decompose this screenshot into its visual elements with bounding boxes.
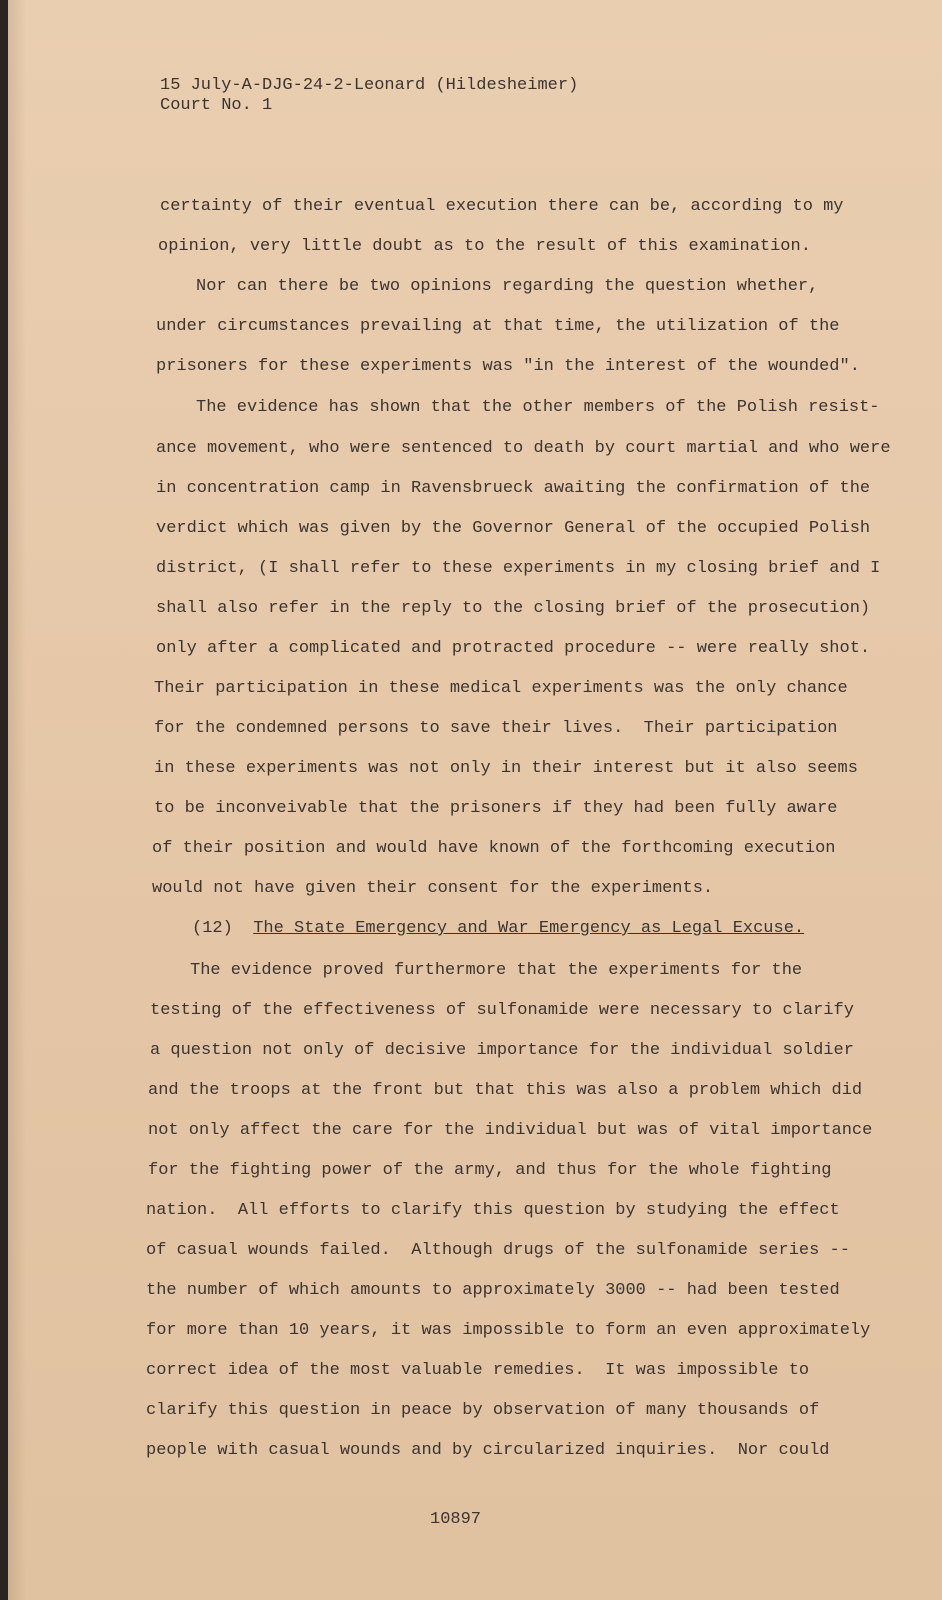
text-line: of their position and would have known of the forthcoming execution bbox=[152, 839, 836, 858]
text-line: the number of which amounts to approximately 3000 -- had been tested bbox=[146, 1281, 840, 1300]
text-line: people with casual wounds and by circularized inquiries. Nor could bbox=[146, 1441, 830, 1460]
text-line: Nor can there be two opinions regarding the question whether, bbox=[196, 277, 819, 296]
text-line: certainty of their eventual execution there can be, according to my bbox=[160, 197, 844, 216]
text-line: The evidence has shown that the other members of the Polish resist- bbox=[196, 398, 880, 417]
text-line: a question not only of decisive importance for the individual soldier bbox=[150, 1041, 854, 1060]
text-line: and the troops at the front but that this was also a problem which did bbox=[148, 1081, 863, 1100]
text-line: testing of the effectiveness of sulfonamide were necessary to clarify bbox=[150, 1001, 854, 1020]
text-line: correct idea of the most valuable remedies. It was impossible to bbox=[146, 1361, 810, 1380]
text-line: in concentration camp in Ravensbrueck awaiting the confirmation of the bbox=[156, 479, 871, 498]
text-line: for more than 10 years, it was impossible to form an even approximately bbox=[146, 1321, 871, 1340]
text-line: nation. All efforts to clarify this question by studying the effect bbox=[146, 1201, 840, 1220]
section-number: (12) bbox=[192, 919, 233, 938]
header-line-2: Court No. 1 bbox=[160, 96, 273, 115]
text-line: clarify this question in peace by observation of many thousands of bbox=[146, 1401, 820, 1420]
text-line: district, (I shall refer to these experiments in my closing brief and I bbox=[156, 559, 881, 578]
text-line: opinion, very little doubt as to the result of this examination. bbox=[158, 237, 811, 256]
text-line: for the fighting power of the army, and thus for the whole fighting bbox=[148, 1161, 832, 1180]
text-line: not only affect the care for the individual but was of vital importance bbox=[148, 1121, 873, 1140]
text-line: verdict which was given by the Governor General of the occupied Polish bbox=[156, 519, 871, 538]
text-line: ance movement, who were sentenced to death by court martial and who were bbox=[156, 439, 891, 458]
text-line: for the condemned persons to save their lives. Their participation bbox=[154, 719, 838, 738]
text-line: under circumstances prevailing at that time, the utilization of the bbox=[156, 317, 840, 336]
text-line: in these experiments was not only in their interest but it also seems bbox=[154, 759, 858, 778]
page-number: 10897 bbox=[430, 1510, 482, 1529]
text-line: prisoners for these experiments was "in the interest of the wounded". bbox=[156, 357, 860, 376]
section-title: The State Emergency and War Emergency as Legal Excuse. bbox=[253, 919, 805, 938]
text-line: to be inconveivable that the prisoners if they had been fully aware bbox=[154, 799, 838, 818]
text-line: Their participation in these medical experiments was the only chance bbox=[154, 679, 848, 698]
text-line: shall also refer in the reply to the closing brief of the prosecution) bbox=[156, 599, 871, 618]
text-line: only after a complicated and protracted procedure -- were really shot. bbox=[156, 639, 871, 658]
text-line: of casual wounds failed. Although drugs of the sulfonamide series -- bbox=[146, 1241, 850, 1260]
document-page bbox=[8, 0, 942, 1600]
document-header bbox=[160, 76, 578, 116]
section-heading bbox=[192, 918, 804, 940]
text-line: would not have given their consent for the experiments. bbox=[152, 879, 714, 898]
text-line: The evidence proved furthermore that the experiments for the bbox=[190, 961, 803, 980]
header-line-1: 15 July-A-DJG-24-2-Leonard (Hildesheimer) bbox=[160, 76, 579, 95]
